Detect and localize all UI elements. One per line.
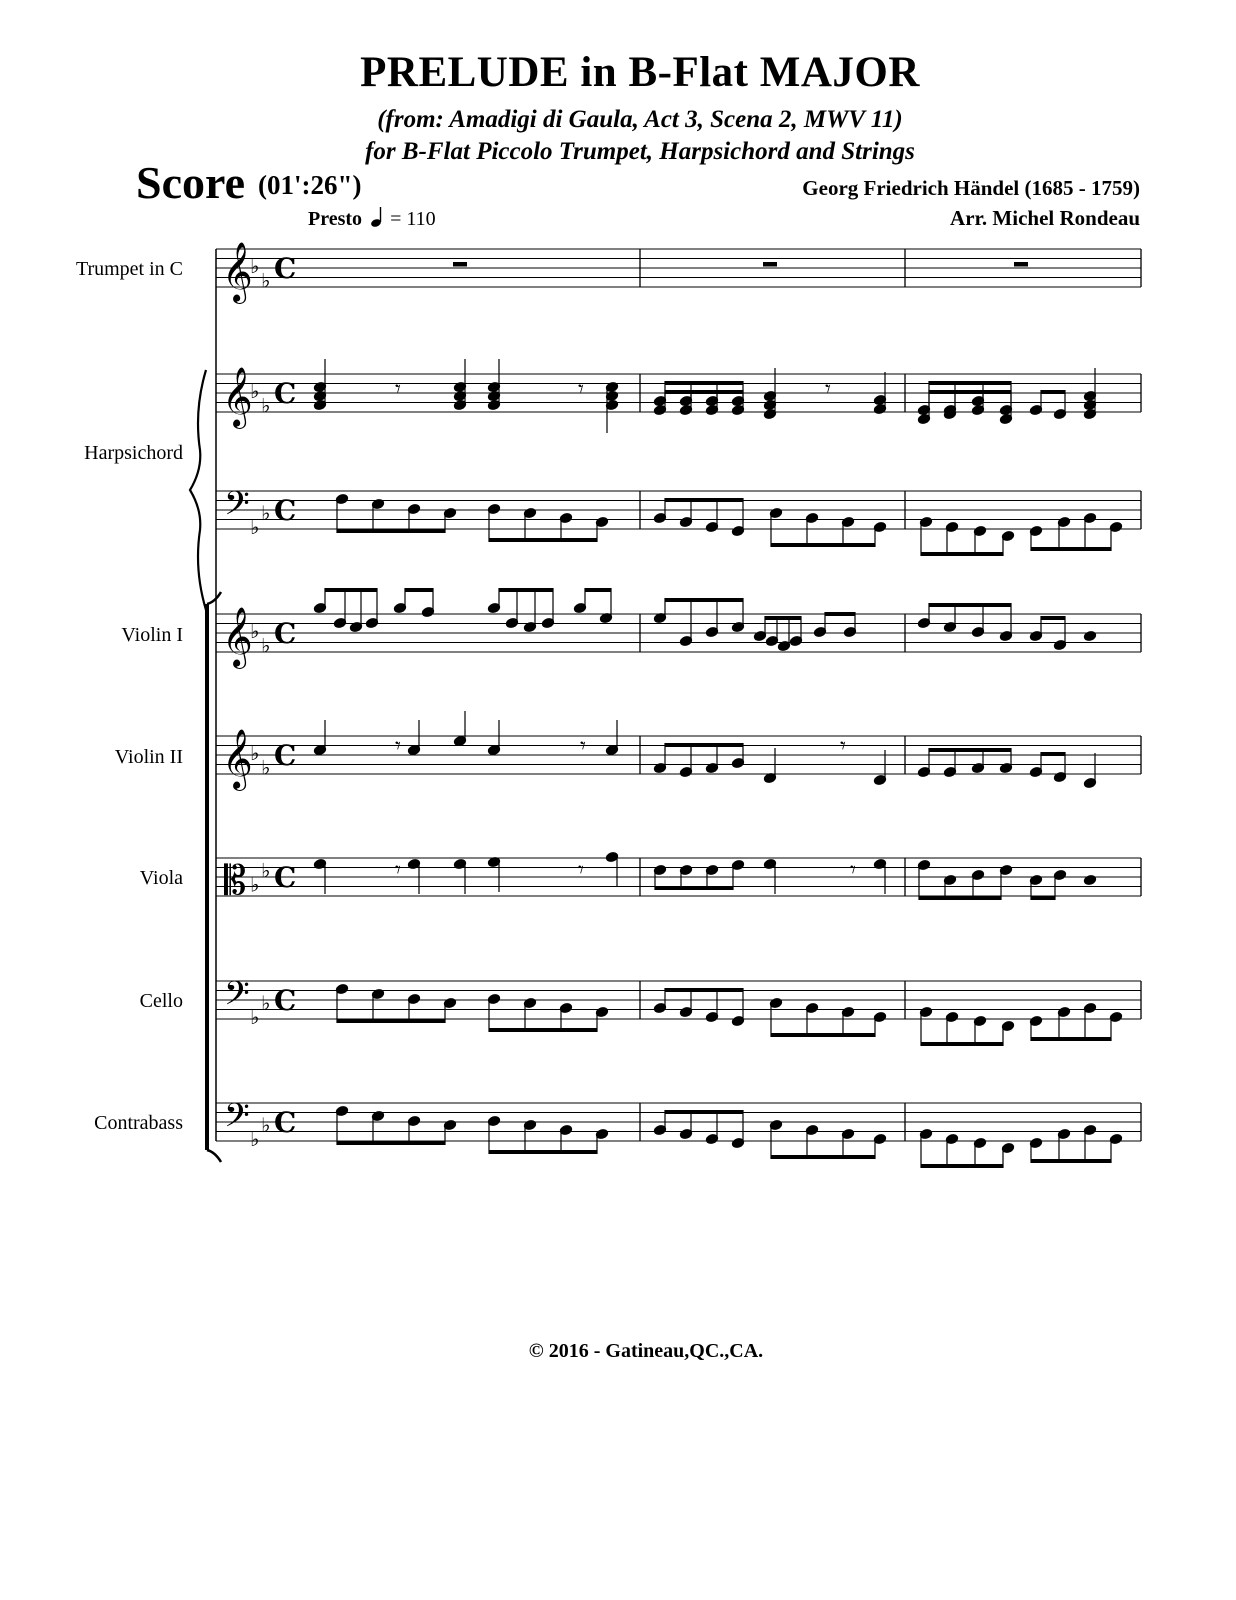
bass-line-beam bbox=[1031, 1159, 1111, 1163]
treble-clef-icon: 𝄞 bbox=[222, 367, 253, 427]
bass-line-beam bbox=[921, 1042, 1003, 1046]
bass-line-beam bbox=[489, 538, 597, 542]
violin-1-beam bbox=[825, 612, 855, 616]
eighth-rest-icon: 𝄾 bbox=[580, 734, 586, 759]
whole-rest-icon bbox=[1014, 262, 1028, 267]
duration-label: (01':26") bbox=[258, 170, 362, 200]
tempo-word: Presto bbox=[308, 208, 363, 230]
instrument-label-contrabass: Contrabass bbox=[94, 1112, 183, 1134]
eighth-rest-icon: 𝄾 bbox=[395, 377, 401, 402]
harpsichord-rh-beam bbox=[665, 390, 743, 394]
flat-sign-icon: ♭ bbox=[261, 633, 271, 658]
bass-line-beam bbox=[921, 552, 1003, 556]
strings-bracket-hook bbox=[207, 1150, 221, 1162]
violin-1-beam bbox=[929, 603, 1011, 607]
treble-clef-icon: 𝄞 bbox=[222, 242, 253, 302]
bass-line-beam bbox=[771, 1155, 875, 1159]
flat-sign-icon: ♭ bbox=[261, 268, 271, 293]
common-time-icon: C bbox=[274, 617, 297, 650]
arranger-credit: Arr. Michel Rondeau bbox=[950, 206, 1140, 230]
alto-clef-icon: 𝄡 bbox=[224, 858, 247, 904]
eighth-rest-icon: 𝄾 bbox=[840, 734, 846, 759]
harpsichord-rh-beam bbox=[929, 381, 1011, 385]
violin-1-beam bbox=[665, 598, 743, 602]
eighth-rest-icon: 𝄾 bbox=[395, 734, 401, 759]
violin-1-beam bbox=[585, 588, 611, 592]
instrument-label-trumpet: Trumpet in C bbox=[75, 258, 183, 280]
eighth-rest-icon: 𝄾 bbox=[850, 858, 856, 883]
flat-sign-icon: ♭ bbox=[250, 1127, 260, 1151]
violin-1-beam bbox=[325, 588, 377, 592]
bass-line-beam bbox=[489, 1028, 597, 1032]
instrument-label-violin-1: Violin I bbox=[121, 624, 183, 646]
bass-line-beam bbox=[771, 543, 875, 547]
eighth-rest-icon: 𝄾 bbox=[395, 858, 401, 883]
strings-bracket-hook bbox=[207, 592, 221, 604]
bass-line-beam bbox=[337, 1141, 445, 1145]
flat-sign-icon: ♭ bbox=[261, 990, 271, 1015]
flat-sign-icon: ♭ bbox=[261, 858, 271, 883]
bass-line-beam bbox=[921, 1164, 1003, 1168]
instrument-label-cello: Cello bbox=[139, 990, 183, 1012]
instrument-label-violin-2: Violin II bbox=[114, 746, 183, 768]
tempo-value: = 110 bbox=[390, 208, 436, 230]
violin-2-beam bbox=[929, 748, 1011, 752]
harpsichord-rh-beam bbox=[665, 381, 743, 385]
common-time-icon: C bbox=[274, 861, 297, 894]
common-time-icon: C bbox=[274, 739, 297, 772]
flat-sign-icon: ♭ bbox=[250, 254, 260, 278]
bass-clef-icon: 𝄢 bbox=[224, 1097, 250, 1143]
eighth-rest-icon: 𝄾 bbox=[578, 377, 584, 402]
score-subtitle-instrumentation: for B-Flat Piccolo Trumpet, Harpsichord and Strings bbox=[365, 138, 915, 165]
flat-sign-icon: ♭ bbox=[261, 755, 271, 780]
instrument-label-viola: Viola bbox=[139, 867, 183, 889]
bass-line-beam bbox=[337, 1019, 445, 1023]
copyright-notice: © 2016 - Gatineau,QC.,CA. bbox=[528, 1340, 764, 1362]
violin-1-beam bbox=[1041, 616, 1065, 620]
score-title: PRELUDE in B-Flat MAJOR bbox=[360, 49, 920, 96]
whole-rest-icon bbox=[453, 262, 467, 267]
harpsichord-rh-beam bbox=[1041, 390, 1065, 394]
flat-sign-icon: ♭ bbox=[250, 619, 260, 643]
flat-sign-icon: ♭ bbox=[261, 500, 271, 525]
violin-1-beam bbox=[405, 588, 433, 592]
viola-beam bbox=[919, 896, 1001, 900]
score-subtitle-source: (from: Amadigi di Gaula, Act 3, Scena 2, MWV 11) bbox=[377, 106, 903, 133]
common-time-icon: C bbox=[274, 252, 297, 285]
whole-rest-icon bbox=[763, 262, 777, 267]
violin-1-beam bbox=[765, 616, 801, 620]
flat-sign-icon: ♭ bbox=[250, 379, 260, 403]
flat-sign-icon: ♭ bbox=[261, 393, 271, 418]
common-time-icon: C bbox=[274, 377, 297, 410]
bass-line-beam bbox=[665, 498, 743, 502]
flat-sign-icon: ♭ bbox=[261, 1112, 271, 1137]
instrument-label-harpsichord: Harpsichord bbox=[84, 442, 183, 464]
bass-clef-icon: 𝄢 bbox=[224, 975, 250, 1021]
violin-1-beam bbox=[499, 588, 553, 592]
viola-beam bbox=[1031, 896, 1055, 900]
flat-sign-icon: ♭ bbox=[250, 1005, 260, 1029]
treble-clef-icon: 𝄞 bbox=[222, 729, 253, 789]
bass-line-beam bbox=[337, 529, 445, 533]
violin-2-beam bbox=[1041, 752, 1065, 756]
flat-sign-icon: ♭ bbox=[250, 741, 260, 765]
violin-1-note bbox=[1083, 630, 1096, 641]
common-time-icon: C bbox=[274, 494, 297, 527]
harpsichord-rh-beam bbox=[929, 390, 1011, 394]
viola-beam bbox=[655, 886, 733, 890]
violin-2-beam bbox=[665, 743, 743, 747]
bass-line-beam bbox=[665, 988, 743, 992]
bass-line-beam bbox=[771, 1033, 875, 1037]
bass-line-beam bbox=[489, 1150, 597, 1154]
bass-clef-icon: 𝄢 bbox=[224, 485, 250, 531]
bass-line-beam bbox=[1031, 547, 1111, 551]
common-time-icon: C bbox=[274, 984, 297, 1017]
flat-sign-icon: ♭ bbox=[250, 515, 260, 539]
score-label: Score bbox=[136, 157, 246, 208]
treble-clef-icon: 𝄞 bbox=[222, 607, 253, 667]
harpsichord-brace bbox=[190, 370, 206, 610]
eighth-rest-icon: 𝄾 bbox=[578, 858, 584, 883]
bass-line-beam bbox=[665, 1110, 743, 1114]
bass-line-beam bbox=[1031, 1037, 1111, 1041]
eighth-rest-icon: 𝄾 bbox=[825, 377, 831, 402]
common-time-icon: C bbox=[274, 1106, 297, 1139]
composer-credit: Georg Friedrich Händel (1685 - 1759) bbox=[802, 176, 1140, 200]
notehead bbox=[1083, 874, 1096, 885]
flat-sign-icon: ♭ bbox=[250, 872, 260, 897]
